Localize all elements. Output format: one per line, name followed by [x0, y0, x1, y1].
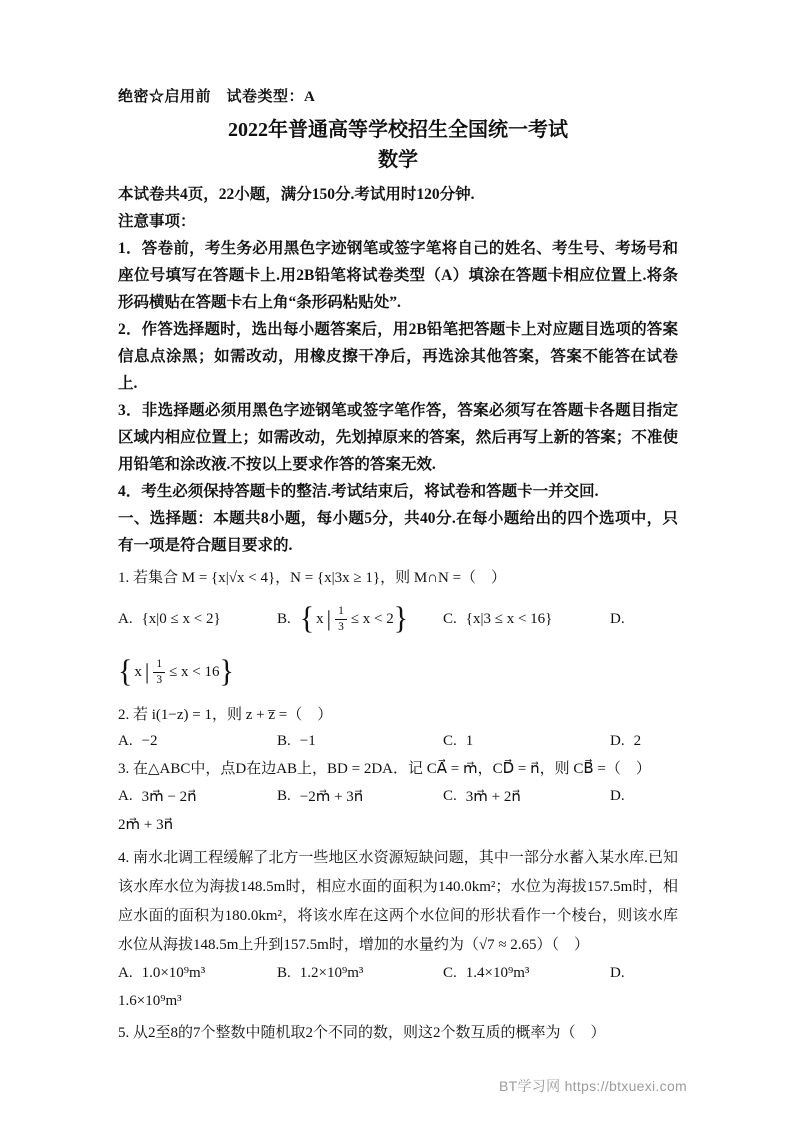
option-label: A.	[118, 965, 133, 981]
option-label: B.	[277, 788, 291, 804]
q1-option-c	[443, 611, 610, 628]
q4-option-a	[118, 965, 277, 982]
option-label: D.	[610, 610, 625, 627]
q1-option-d	[610, 611, 678, 628]
option-value: {x|0 ≤ x < 2}	[141, 610, 221, 627]
q3-option-a	[118, 787, 277, 806]
option-label: C.	[443, 788, 457, 804]
option-value: 2	[633, 733, 642, 749]
option-value-set	[118, 654, 234, 689]
q3-option-d-value: 2m⃗ + 3n⃗	[118, 817, 174, 833]
set-condition: ≤ x < 2	[350, 610, 394, 627]
open-brace: {	[118, 654, 133, 689]
subject-title: 数学	[378, 149, 418, 171]
q3-option-c	[443, 787, 610, 806]
option-label: A.	[118, 788, 133, 804]
question-3-options	[118, 787, 678, 806]
question-1-stem: 1. 若集合 M = {x|√x < 4}，N = {x|3x ≥ 1}，则 M∩N =（ ）	[118, 570, 507, 586]
q4-option-d	[610, 965, 678, 982]
set-divider: |	[144, 659, 150, 684]
fraction	[335, 604, 347, 634]
q2-option-d	[610, 733, 678, 750]
q1-option-d-value	[118, 648, 678, 696]
exam-title: 2022年普通高等学校招生全国统一考试	[228, 119, 568, 141]
option-value: 1.0×10⁹m³	[141, 965, 206, 981]
option-value: 1	[465, 733, 474, 749]
page-content	[118, 86, 678, 1046]
question-2-options	[118, 733, 678, 750]
option-label: A.	[118, 610, 133, 627]
option-label: D.	[610, 733, 625, 749]
question-1-options	[118, 596, 678, 642]
question-4-stem: 4. 南水北调工程缓解了北方一些地区水资源短缺问题，其中一部分水蓄入某水库.已知该水库水位为海拔148.5m时，相应水面的面积为140.0km²；水位为海拔157.5m时，相应水面的面积为180.0km²，将该水库在这两个水位间的形状看作一个棱台，则该水库水位从海拔148.5m上升到157.5m时，增加的水量约为（√7 ≈ 2.65）（ ）	[118, 850, 678, 953]
option-label: B.	[277, 610, 291, 627]
q4-option-c	[443, 965, 610, 982]
q3-option-b	[277, 787, 443, 806]
option-label: D.	[610, 965, 625, 981]
q2-option-a	[118, 733, 277, 750]
section-1-heading: 一、选择题：本题共8小题，每小题5分，共40分.在每小题给出的四个选项中，只有一项是符合题目要求的.	[118, 510, 678, 554]
set-divider: |	[326, 606, 332, 631]
option-value: −1	[299, 733, 316, 749]
watermark-source-link: BT学习网 https://btxuexi.com	[499, 1078, 687, 1094]
question-4-options	[118, 965, 678, 982]
close-brace: }	[219, 654, 234, 689]
fraction	[153, 657, 165, 687]
q3-option-d	[610, 788, 678, 805]
option-value: 3m⃗ + 2n⃗	[465, 789, 521, 805]
q4-option-b	[277, 965, 443, 982]
security-header: 绝密☆启用前 试卷类型：A	[118, 89, 316, 105]
option-label: D.	[610, 788, 625, 804]
notice-heading: 注意事项：	[118, 213, 196, 230]
option-value: {x|3 ≤ x < 16}	[465, 610, 553, 627]
notice-item-2: 2．作答选择题时，选出每小题答案后，用2B铅笔把答题卡上对应题目选项的答案信息点涂黑；如需改动，用橡皮擦干净后，再选涂其他答案，答案不能答在试卷上.	[118, 321, 678, 392]
notice-item-4: 4．考生必须保持答题卡的整洁.考试结束后，将试卷和答题卡一并交回.	[118, 483, 599, 500]
option-label: A.	[118, 733, 133, 749]
q2-option-b	[277, 733, 443, 750]
close-brace: }	[393, 601, 409, 636]
option-value: 1.4×10⁹m³	[465, 965, 530, 981]
paper-info: 本试卷共4页，22小题，满分150分.考试用时120分钟.	[118, 186, 475, 203]
option-label: B.	[277, 965, 291, 981]
option-value: 3m⃗ − 2n⃗	[141, 789, 197, 805]
q1-option-b	[277, 601, 443, 636]
option-value: −2m⃗ + 3n⃗	[299, 789, 364, 805]
option-label: B.	[277, 733, 291, 749]
option-label: C.	[443, 733, 457, 749]
fraction-denominator: 3	[338, 620, 344, 633]
question-5-stem: 5. 从2至8的7个整数中随机取2个不同的数，则这2个数互质的概率为（ ）	[118, 1025, 606, 1041]
q4-option-d-value: 1.6×10⁹m³	[118, 993, 182, 1009]
open-brace: {	[299, 601, 315, 636]
notice-item-1: 1．答卷前，考生务必用黑色字迹钢笔或签字笔将自己的姓名、考生号、考场号和座位号填写在答题卡上.用2B铅笔将试卷类型（A）填涂在答题卡相应位置上.将条形码横贴在答题卡右上角“条形码粘贴处”.	[118, 240, 678, 311]
notice-item-3: 3．非选择题必须用黑色字迹钢笔或签字笔作答，答案必须写在答题卡各题目指定区域内相应位置上；如需改动，先划掉原来的答案，然后再写上新的答案；不准使用铅笔和涂改液.不按以上要求作答的答案无效.	[118, 402, 678, 473]
option-value: 1.2×10⁹m³	[299, 965, 364, 981]
option-label: C.	[443, 610, 457, 627]
option-value-set	[299, 601, 409, 636]
fraction-denominator: 3	[156, 673, 163, 686]
q1-option-a	[118, 611, 277, 628]
fraction-numerator: 1	[335, 604, 347, 619]
q2-option-c	[443, 733, 610, 750]
set-condition: ≤ x < 16	[169, 663, 220, 680]
question-2-stem: 2. 若 i(1−z) = 1，则 z + z̅ =（ ）	[118, 707, 333, 723]
option-label: C.	[443, 965, 457, 981]
fraction-numerator: 1	[153, 657, 165, 672]
question-3-stem: 3. 在△ABC中，点D在边AB上，BD = 2DA．记 CA⃗ = m⃗，CD⃗ = n⃗，则 CB⃗ =（ ）	[118, 761, 651, 777]
set-variable: x	[134, 663, 142, 680]
option-value: −2	[141, 733, 158, 749]
set-variable: x	[316, 610, 324, 627]
